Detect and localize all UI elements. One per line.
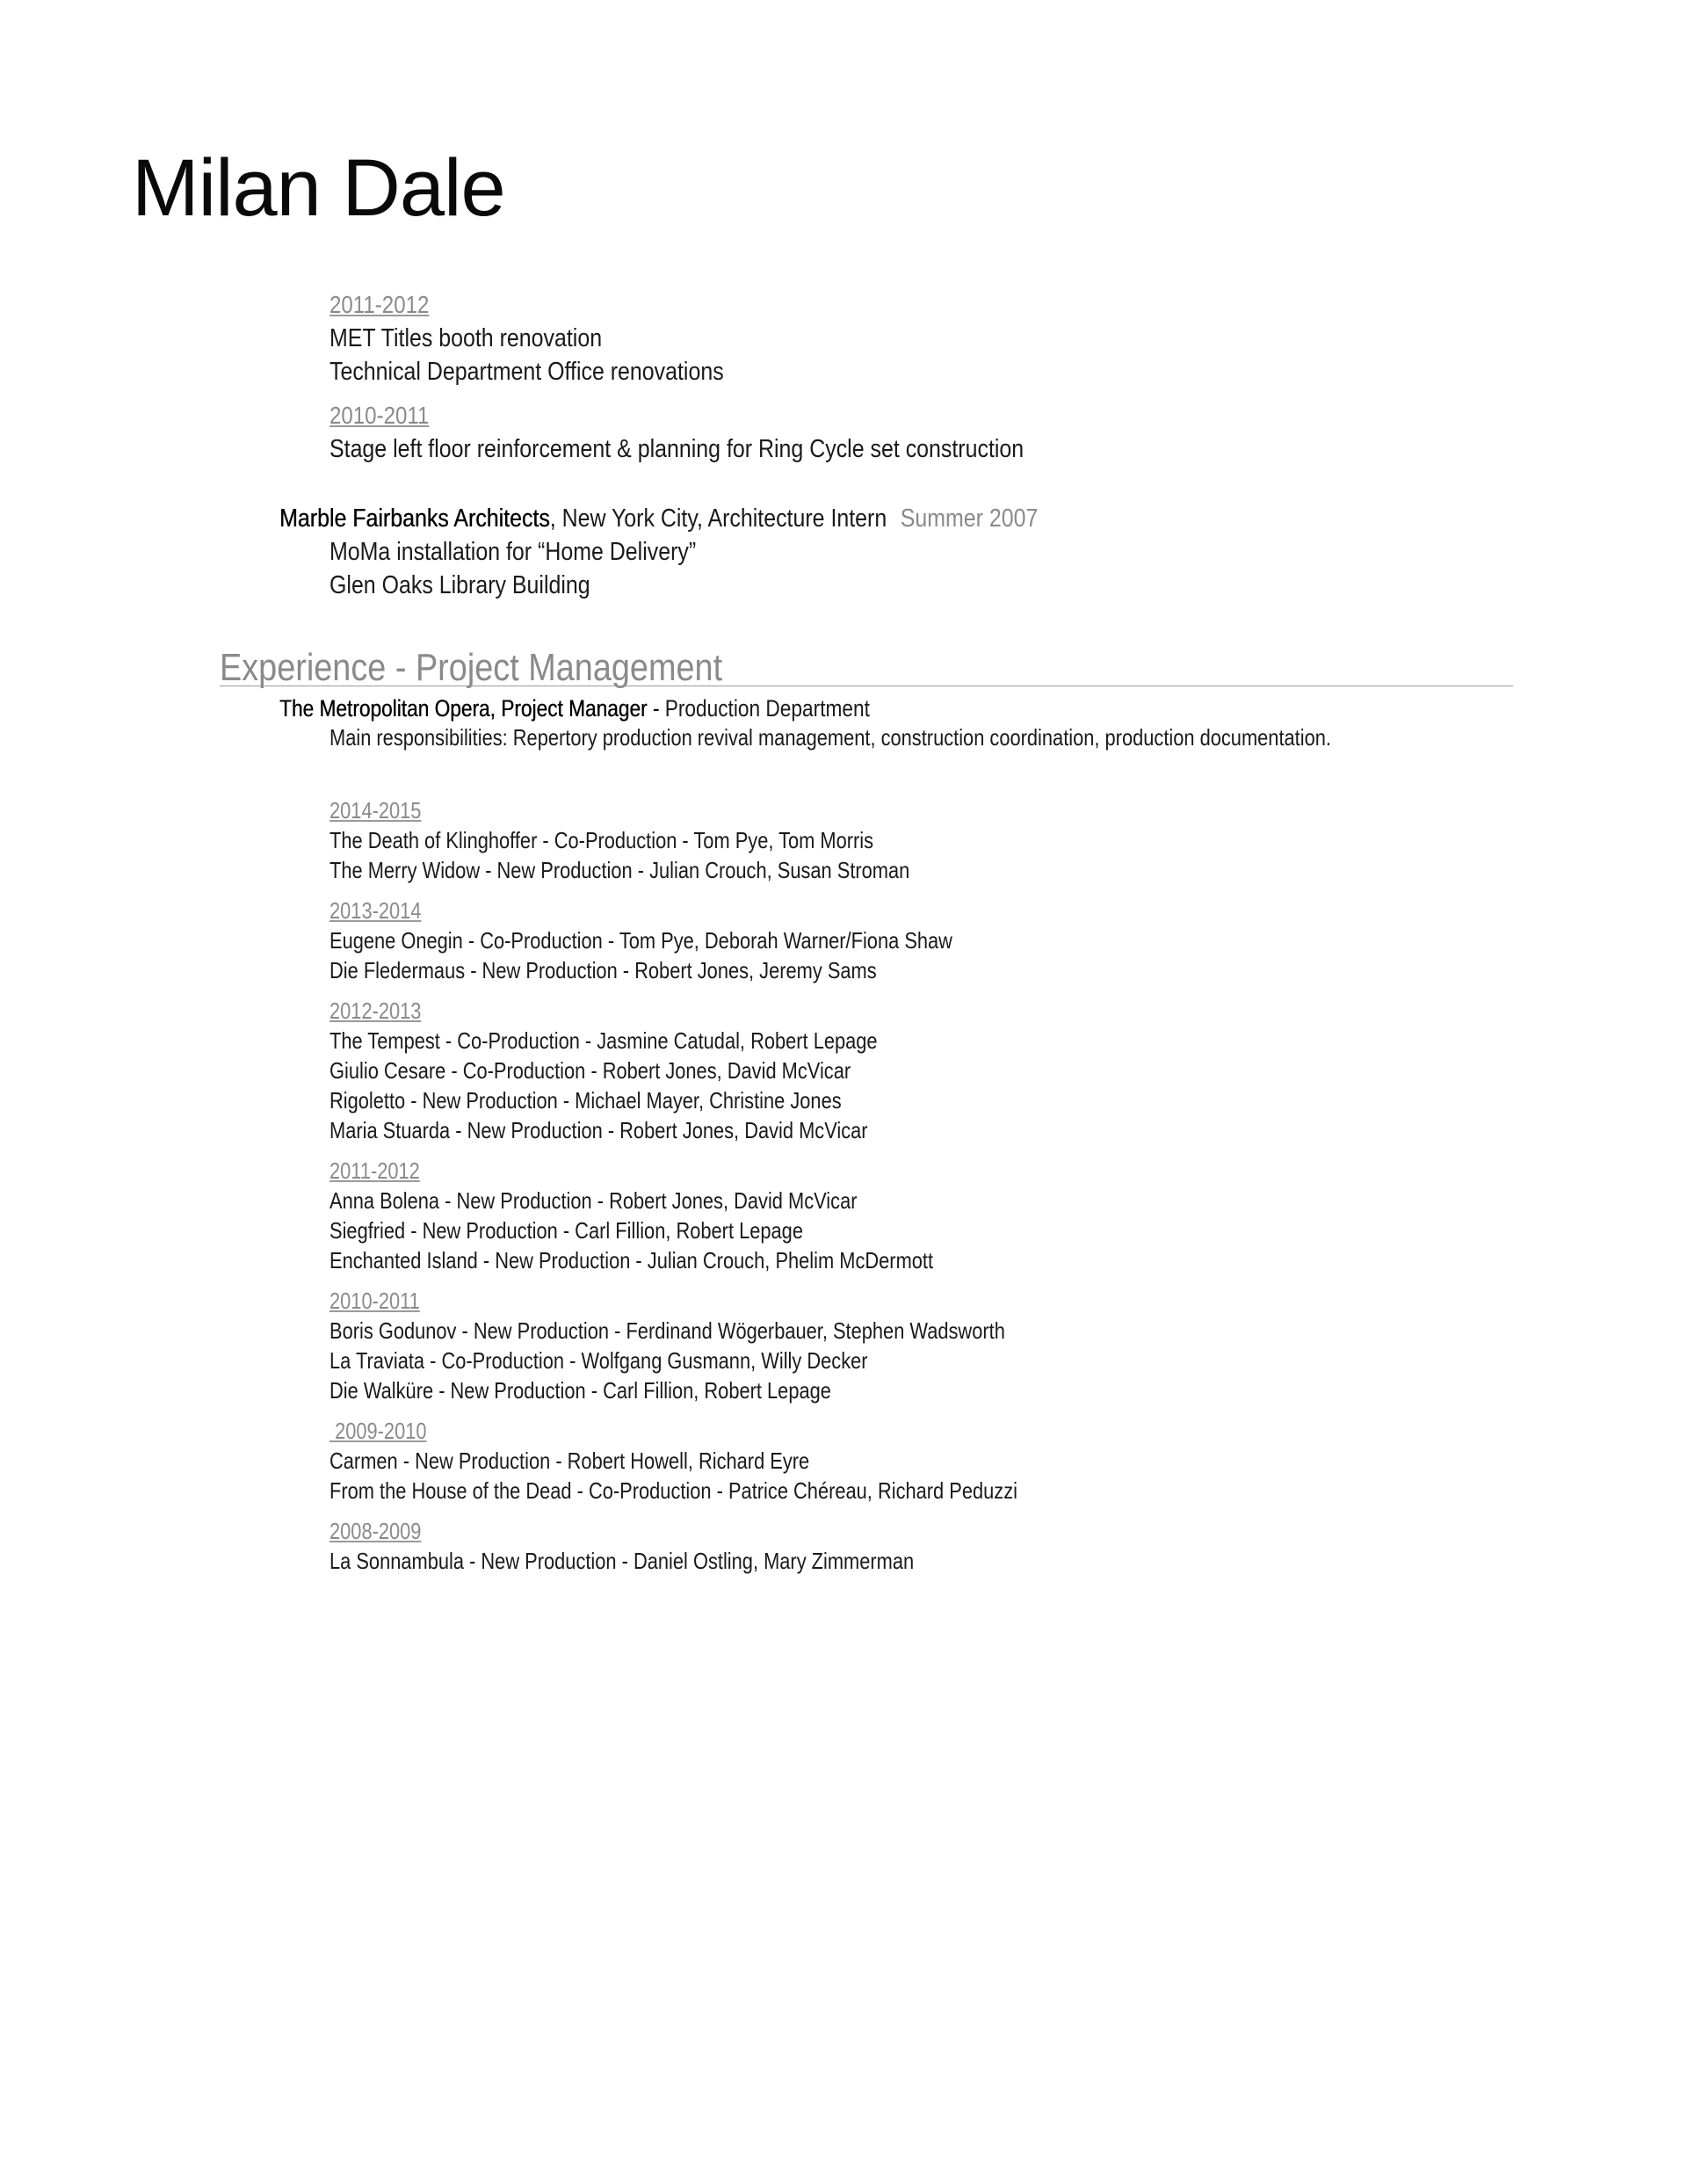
- project-group: [329, 399, 1137, 466]
- production-item: Carmen - New Production - Robert Howell, Richard Eyre: [329, 1448, 810, 1474]
- season-group: [329, 996, 1148, 1145]
- production-item: The Merry Widow - New Production - Julian Crouch, Susan Stroman: [329, 857, 910, 883]
- season-list: [329, 795, 1148, 1586]
- season-group: [329, 896, 1148, 985]
- production-item: Enchanted Island - New Production - Julian Crouch, Phelim McDermott: [329, 1247, 934, 1273]
- responsibilities-text: Main responsibilities: Repertory production revival management, construction coordination, production documentation.: [329, 724, 1331, 751]
- season-years: 2013-2014: [329, 897, 422, 924]
- production-item: Boris Godunov - New Production - Ferdinand Wögerbauer, Stephen Wadsworth: [329, 1317, 1005, 1344]
- job-item: Glen Oaks Library Building: [329, 571, 590, 599]
- production-item: La Traviata - Co-Production - Wolfgang Gusmann, Willy Decker: [329, 1347, 868, 1374]
- season-years: 2009-2010: [329, 1418, 427, 1444]
- met-responsibilities: [329, 722, 1522, 752]
- season-years: 2008-2009: [329, 1518, 422, 1544]
- production-item: Anna Bolena - New Production - Robert Jones, David McVicar: [329, 1187, 858, 1214]
- marble-job-items: [329, 535, 756, 602]
- production-item: The Tempest - Co-Production - Jasmine Catudal, Robert Lepage: [329, 1027, 878, 1054]
- met-job-header: [279, 693, 982, 723]
- project-years: 2011-2012: [329, 291, 430, 318]
- season-years: 2010-2011: [329, 1288, 420, 1314]
- department: Production Department: [664, 695, 870, 722]
- production-item: Die Fledermaus - New Production - Robert Jones, Jeremy Sams: [329, 957, 877, 983]
- production-item: Giulio Cesare - Co-Production - Robert Jones, David McVicar: [329, 1057, 851, 1084]
- project-item: Stage left floor reinforcement & planning for Ring Cycle set construction: [329, 435, 1025, 463]
- season-group: [329, 1516, 1148, 1576]
- production-item: The Death of Klinghoffer - Co-Production - Tom Pye, Tom Morris: [329, 827, 874, 853]
- season-years: 2011-2012: [329, 1157, 420, 1184]
- production-item: La Sonnambula - New Production - Daniel Ostling, Mary Zimmerman: [329, 1548, 915, 1574]
- marble-job-header: [279, 502, 1162, 535]
- production-item: Siegfried - New Production - Carl Fillion, Robert Lepage: [329, 1217, 803, 1244]
- production-item: Die Walküre - New Production - Carl Fillion, Robert Lepage: [329, 1377, 831, 1404]
- production-item: From the House of the Dead - Co-Production - Patrice Chéreau, Richard Peduzzi: [329, 1477, 1017, 1504]
- project-years: 2010-2011: [329, 402, 430, 429]
- section-title: Experience - Project Management: [220, 646, 723, 689]
- project-item: Technical Department Office renovations: [329, 358, 724, 386]
- season-group: [329, 1286, 1148, 1405]
- season-years: 2014-2015: [329, 797, 422, 824]
- project-group: [329, 288, 1137, 388]
- job-dates: Summer 2007: [900, 504, 1039, 533]
- person-name: Milan Dale: [132, 143, 505, 233]
- season-group: [329, 1416, 1148, 1506]
- employer-name: The Metropolitan Opera, Project Manager -: [279, 695, 665, 722]
- job-item: MoMa installation for “Home Delivery”: [329, 538, 697, 566]
- production-item: Maria Stuarda - New Production - Robert Jones, David McVicar: [329, 1117, 868, 1143]
- job-details: , New York City, Architecture Intern: [549, 504, 887, 533]
- production-item: Rigoletto - New Production - Michael Mayer, Christine Jones: [329, 1087, 842, 1114]
- season-group: [329, 1156, 1148, 1275]
- top-projects: [329, 288, 1137, 476]
- project-item: MET Titles booth renovation: [329, 324, 603, 352]
- employer-name: Marble Fairbanks Architects: [279, 504, 550, 533]
- production-item: Eugene Onegin - Co-Production - Tom Pye, Deborah Warner/Fiona Shaw: [329, 927, 952, 954]
- season-years: 2012-2013: [329, 998, 422, 1024]
- season-group: [329, 795, 1148, 885]
